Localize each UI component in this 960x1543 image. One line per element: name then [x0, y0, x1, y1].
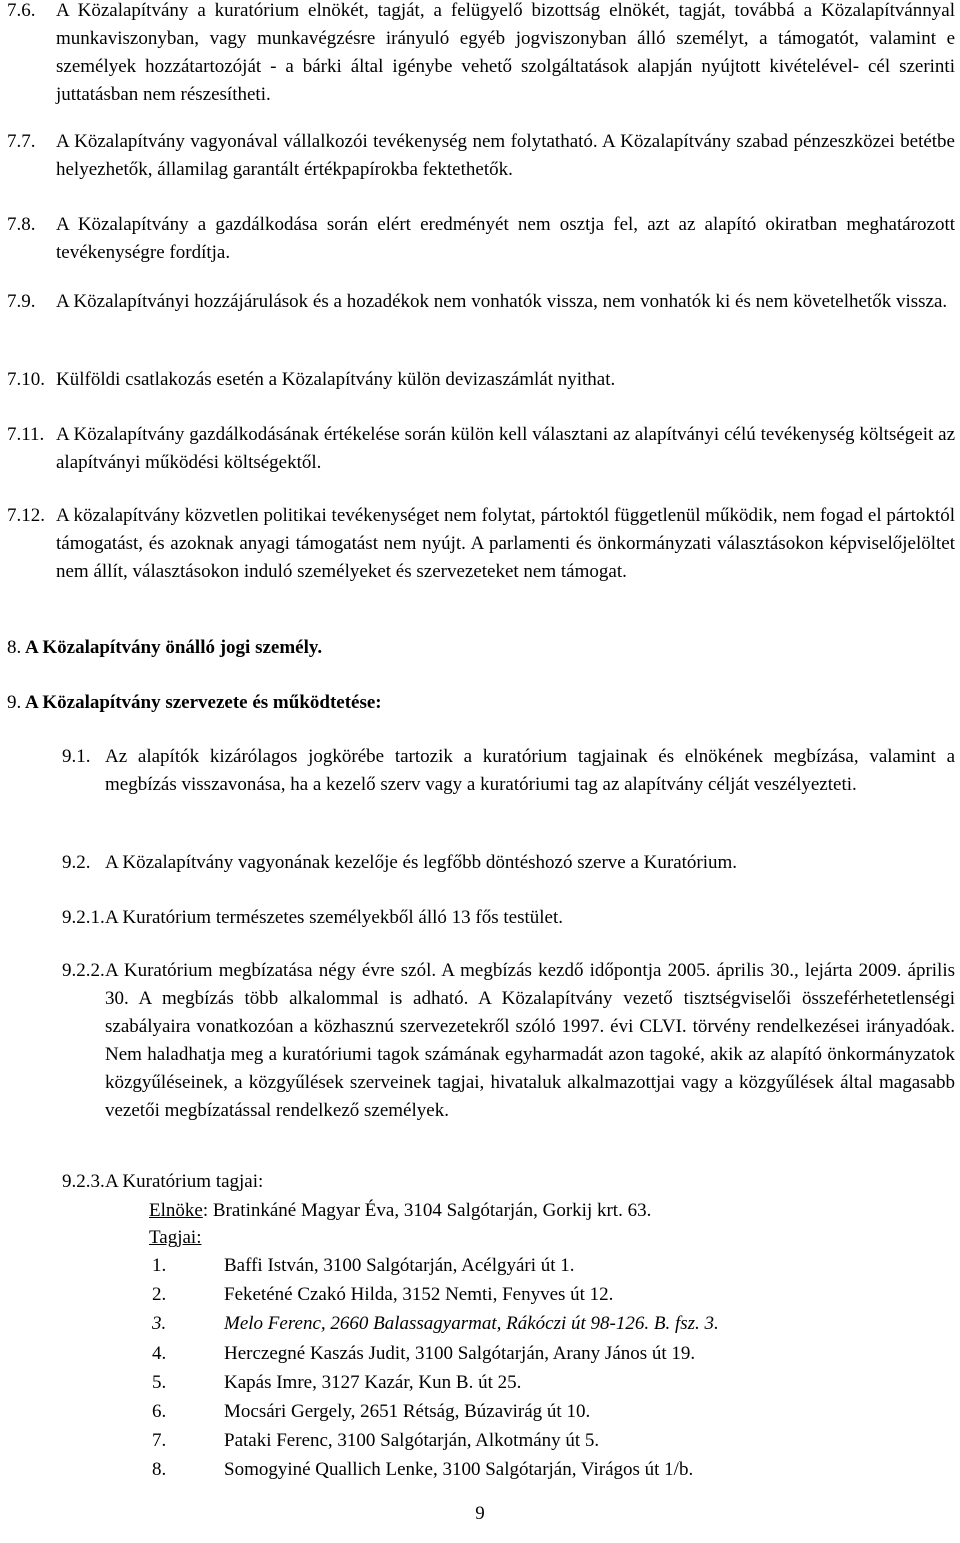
- list-item-number: 6.: [152, 1401, 167, 1423]
- section-number: 9.2.2.: [62, 960, 105, 981]
- section-text: A Közalapítvány a kuratórium elnökét, tagját, a felügyelő bizottság elnökét, tagját, továbbá a Közalapítvánnyal munkaviszonyban, vagy munkavégzésre irányuló egyéb jogviszonyban álló személyt, a támogatót, valamint e személyek hozzátartozóját - a bárki által igénybe vehető szolgáltatások alapján nyújtott kivételével- cél szerinti juttatásban nem részesítheti.: [56, 0, 955, 105]
- section-7-10: [7, 366, 955, 394]
- list-item-text: Baffi István, 3100 Salgótarján, Acélgyári út 1.: [224, 1255, 575, 1276]
- section-7-12: [7, 502, 955, 586]
- section-7-9: [7, 288, 955, 316]
- section-9-2-3: [62, 1168, 955, 1196]
- list-item-number: 7.: [152, 1430, 167, 1452]
- section-7-8: [7, 211, 955, 267]
- heading-9: [7, 689, 382, 717]
- list-item-text: Pataki Ferenc, 3100 Salgótarján, Alkotmány út 5.: [224, 1430, 600, 1452]
- section-number: 9.2.1.: [62, 907, 105, 928]
- list-item-number: 3.: [152, 1313, 167, 1335]
- section-text: Az alapítók kizárólagos jogkörébe tartozik a kuratórium tagjainak és elnökének megbízása, valamint a megbízás visszavonása, ha a kezelő szerv vagy a kuratóriumi tag az alapítvány célját veszélyezteti.: [105, 746, 955, 795]
- section-text: A Kuratórium tagjai:: [105, 1171, 264, 1192]
- list-item-text: Kapás Imre, 3127 Kazár, Kun B. út 25.: [224, 1371, 522, 1393]
- chair-label: Elnöke: [149, 1200, 203, 1221]
- section-7-11: [7, 421, 955, 477]
- section-9-2: [62, 849, 955, 877]
- list-item-number: 4.: [152, 1342, 167, 1364]
- list-item-text: Herczegné Kaszás Judit, 3100 Salgótarján, Arany János út 19.: [224, 1342, 696, 1364]
- list-item: [152, 1280, 719, 1309]
- list-item-number: 8.: [152, 1459, 167, 1481]
- heading-number: 8.: [7, 637, 22, 658]
- section-number: 7.10.: [7, 369, 45, 390]
- list-item-text: Feketéné Czakó Hilda, 3152 Nemti, Fenyves út 12.: [224, 1284, 614, 1306]
- heading-8: [7, 634, 322, 662]
- list-item-number: 2.: [152, 1284, 167, 1306]
- section-7-6: [7, 0, 955, 109]
- section-text: A Kuratórium megbízatása négy évre szól. A megbízás kezdő időpontja 2005. április 30., lejárta 2009. április 30. A megbízás több alkalommal is adható. A Közalapítvány vezető tisztségviselői összeférhetetlenségi szabályaira vonatkozóan a közhasznú szervezetekről szóló 1997. évi CLVI. törvény rendelkezései irányadóak. Nem haladhatja meg a kuratóriumi tagok számának egyharmadát azon tagoké, akik az alapító önkormányzatok közgyűléseinek, a közgyűlések szerveinek tagjai, hivataluk alkalmazottjai vagy a közgyűlések által magasabb vezetői megbízatással rendelkező személyek.: [105, 960, 955, 1121]
- board-members-label: [149, 1223, 201, 1252]
- section-number: 9.2.3.: [62, 1171, 105, 1192]
- section-number: 7.6.: [7, 0, 36, 21]
- list-item-text: Melo Ferenc, 2660 Balassagyarmat, Rákóczi út 98-126. B. fsz. 3.: [224, 1313, 719, 1335]
- section-text: A Közalapítványi hozzájárulások és a hozadékok nem vonhatók vissza, nem vonhatók ki és nem követelhetők vissza.: [56, 291, 948, 312]
- list-item: [152, 1251, 719, 1280]
- section-number: 9.1.: [62, 746, 91, 767]
- section-text: A közalapítvány közvetlen politikai tevékenységet nem folytat, pártoktól függetlenül működik, nem fogad el pártoktól támogatást, és azoknak anyagi támogatást nem nyújt. A parlamenti és önkormányzati választásokon képviselőjelöltet nem állít, választásokon induló személyeket és szervezeteket nem támogat.: [56, 505, 955, 582]
- section-text: A Kuratórium természetes személyekből álló 13 fős testület.: [105, 907, 563, 928]
- members-label: Tagjai:: [149, 1227, 202, 1248]
- section-text: A Közalapítvány vagyonával vállalkozói tevékenység nem folytatható. A Közalapítvány szabad pénzeszközei betétbe helyezhetők, államilag garantált értékpapírokba fektethetők.: [56, 131, 955, 180]
- list-item-text: Somogyiné Quallich Lenke, 3100 Salgótarján, Virágos út 1/b.: [224, 1459, 694, 1481]
- board-chair: [149, 1196, 651, 1225]
- list-item: [152, 1339, 719, 1368]
- section-number: 7.12.: [7, 505, 45, 526]
- section-number: 9.2.: [62, 852, 91, 873]
- heading-number: 9.: [7, 692, 22, 713]
- list-item-text: Mocsári Gergely, 2651 Rétság, Búzavirág út 10.: [224, 1401, 591, 1423]
- section-text: A Közalapítvány vagyonának kezelője és legfőbb döntéshozó szerve a Kuratórium.: [105, 852, 738, 873]
- section-text: A Közalapítvány a gazdálkodása során elért eredményét nem osztja fel, azt az alapító okiratban meghatározott tevékenységre fordítja.: [56, 214, 955, 263]
- list-item: [152, 1455, 719, 1484]
- list-item: [152, 1397, 719, 1426]
- section-7-7: [7, 128, 955, 184]
- section-number: 7.11.: [7, 424, 45, 445]
- section-9-1: [62, 743, 955, 799]
- section-number: 7.7.: [7, 131, 36, 152]
- section-9-2-2: [62, 957, 955, 1125]
- list-item: [152, 1309, 719, 1338]
- section-number: 7.8.: [7, 214, 36, 235]
- page-number: 9: [475, 1503, 485, 1524]
- list-item-number: 5.: [152, 1371, 167, 1393]
- list-item: [152, 1426, 719, 1455]
- board-members-list: [152, 1251, 719, 1485]
- list-item: [152, 1368, 719, 1397]
- section-9-2-1: [62, 904, 955, 932]
- list-item-number: 1.: [152, 1255, 167, 1276]
- heading-text: A Közalapítvány szervezete és működtetése:: [24, 692, 382, 713]
- section-number: 7.9.: [7, 291, 36, 312]
- section-text: A Közalapítvány gazdálkodásának értékelése során külön kell választani az alapítványi célú tevékenység költségeit az alapítványi működési költségektől.: [56, 424, 955, 473]
- section-text: Külföldi csatlakozás esetén a Közalapítvány külön devizaszámlát nyithat.: [56, 369, 616, 390]
- chair-value: : Bratinkáné Magyar Éva, 3104 Salgótarján, Gorkij krt. 63.: [202, 1200, 652, 1221]
- heading-text: A Közalapítvány önálló jogi személy.: [24, 637, 323, 658]
